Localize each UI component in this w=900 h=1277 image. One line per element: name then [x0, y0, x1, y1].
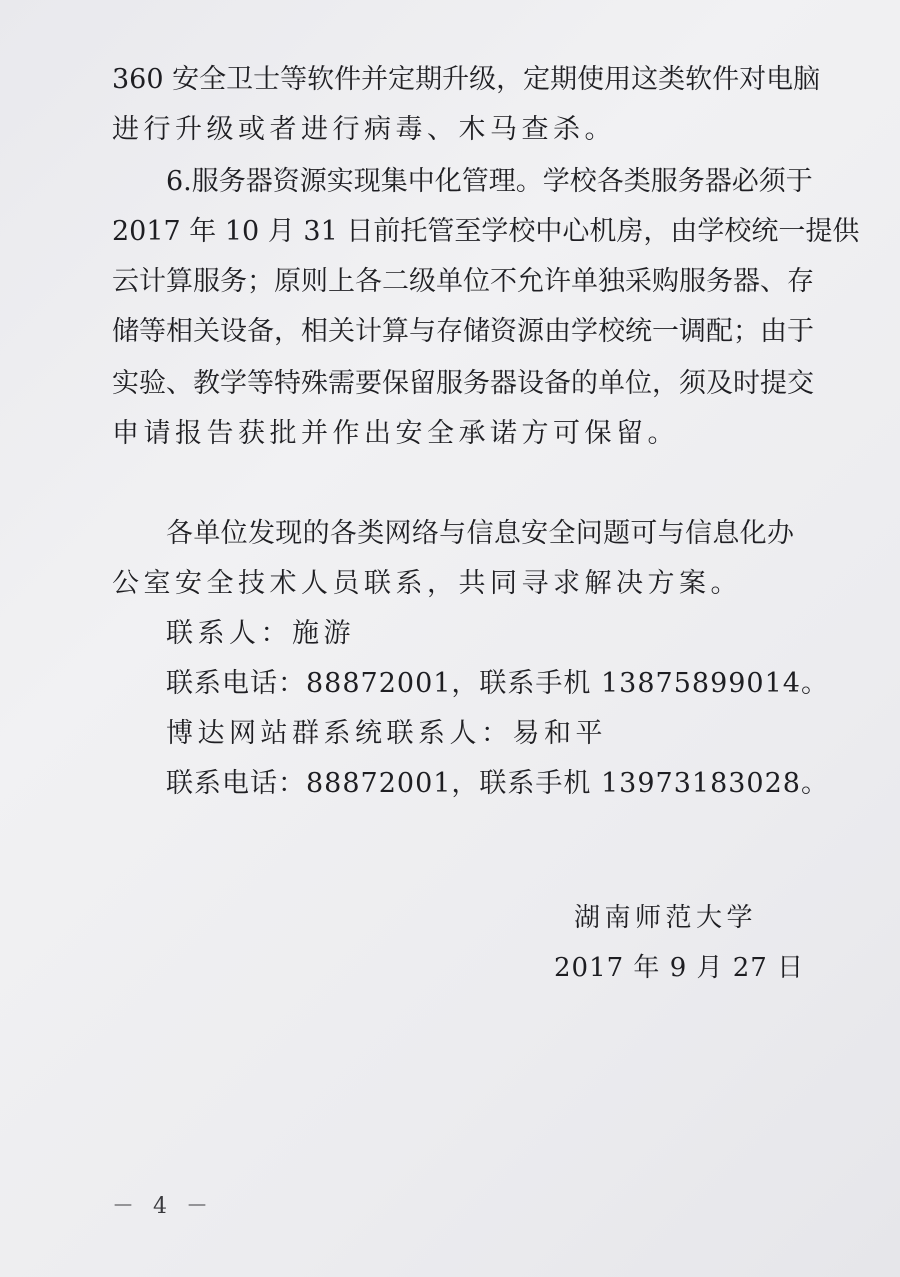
contact-phone-line-2: 联系电话：88872001，联系手机 13973183028。: [166, 768, 829, 799]
body-line-4: 2017 年 10 月 31 日前托管至学校中心机房，由学校统一提供: [112, 216, 860, 247]
body-line-6: 储等相关设备，相关计算与存储资源由学校统一调配；由于: [112, 316, 814, 347]
body-line-2: 进行升级或者进行病毒、木马查杀。: [112, 114, 616, 145]
body-line-5: 云计算服务；原则上各二级单位不允许单独采购服务器、存: [112, 266, 814, 297]
signature-date: 2017 年 9 月 27 日: [554, 953, 805, 983]
contact-person-line: 联系人：施游: [166, 618, 355, 649]
body-line-7: 实验、教学等特殊需要保留服务器设备的单位，须及时提交: [112, 368, 814, 399]
body-line-9: 各单位发现的各类网络与信息安全问题可与信息化办: [166, 518, 794, 549]
body-line-8: 申请报告获批并作出安全承诺方可保留。: [112, 418, 679, 449]
signature-organization: 湖南师范大学: [574, 903, 758, 933]
body-line-1: 360 安全卫士等软件并定期升级，定期使用这类软件对电脑: [112, 64, 821, 95]
body-line-10: 公室安全技术人员联系，共同寻求解决方案。: [112, 568, 742, 599]
contact-phone-line-1: 联系电话：88872001，联系手机 13875899014。: [166, 668, 829, 699]
page-number: － 4 －: [112, 1194, 214, 1219]
body-line-3: 6.服务器资源实现集中化管理。学校各类服务器必须于: [166, 166, 813, 197]
website-contact-person-line: 博达网站群系统联系人：易和平: [166, 718, 607, 749]
